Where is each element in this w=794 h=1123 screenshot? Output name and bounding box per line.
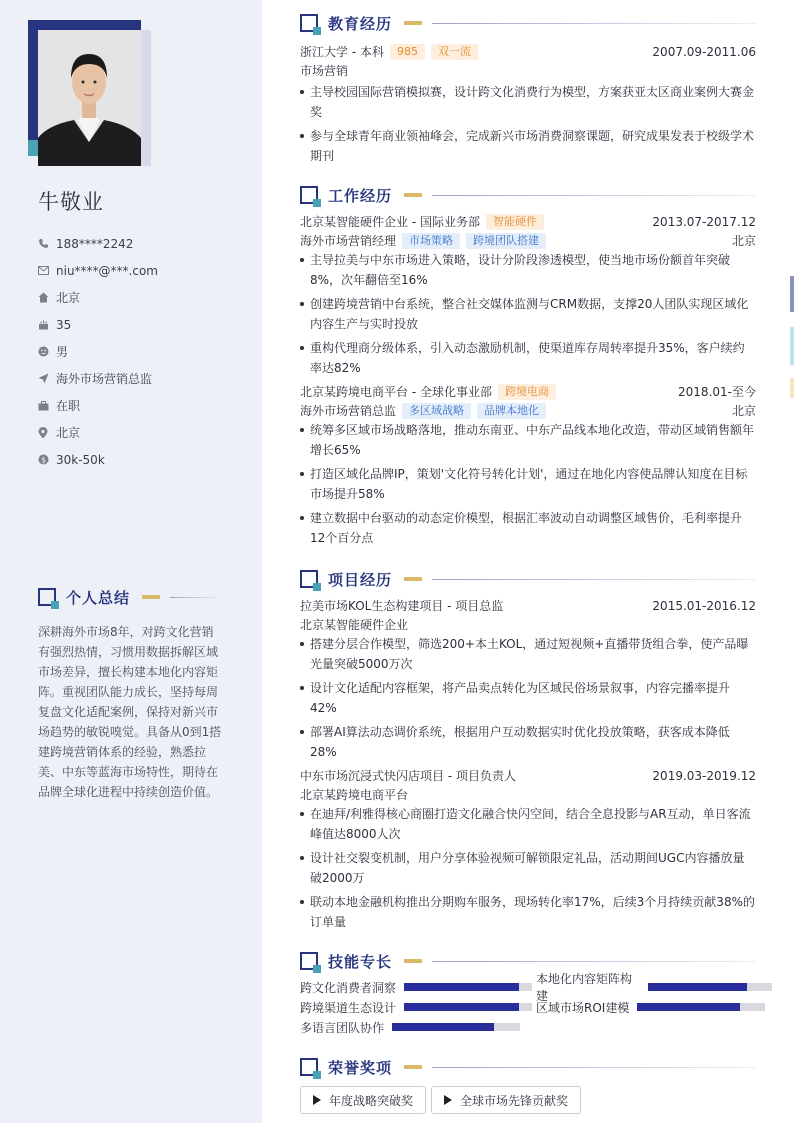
project-org: 北京某跨境电商平台: [300, 788, 409, 802]
age-text: 35: [56, 317, 72, 332]
salary-text: 30k-50k: [56, 452, 105, 467]
summary-header: [38, 586, 224, 608]
position-name: 海外市场营销经理: [300, 234, 397, 248]
projects-header: [300, 568, 756, 590]
list-item: 设计社交裂变机制，用户分享体验视频可解锁限定礼品，活动期间UGC内容播放量破2000万: [300, 848, 756, 888]
company-name: 北京某智能硬件企业 - 国际业务部: [300, 215, 480, 229]
section-divider: [432, 195, 756, 196]
awards-list: [300, 1086, 756, 1114]
svg-text:$: $: [40, 455, 47, 465]
cake-icon: [38, 319, 56, 330]
info-target-position: [38, 365, 248, 392]
sidebar: [0, 0, 262, 1123]
major-row: [300, 61, 756, 80]
skills-grid: [300, 972, 756, 1036]
awards-header: [300, 1056, 756, 1078]
summary-section: [38, 586, 224, 802]
summary-title: 个人总结: [66, 588, 131, 607]
home-icon: [38, 292, 56, 303]
skill-tag: 市场策略: [402, 233, 460, 249]
section-divider: [432, 23, 756, 24]
education-section: [300, 12, 756, 166]
industry-tag: 跨境电商: [498, 384, 556, 400]
project-name: 拉美市场KOL生态构建项目 - 项目总监: [300, 599, 504, 613]
section-square-icon: [300, 186, 318, 204]
skill-item: [536, 998, 772, 1016]
list-item: 建立数据中台驱动的动态定价模型，根据汇率波动自动调整区域售价，毛利率提升12个百分点: [300, 508, 756, 548]
skill-bar-fill: [648, 983, 747, 991]
education-title: 教育经历: [328, 14, 393, 33]
edge-marker: [790, 327, 794, 365]
briefcase-icon: [38, 401, 56, 411]
job-position-row: [300, 231, 756, 250]
section-square-icon: [300, 14, 318, 32]
school-tag: 985: [390, 44, 425, 60]
skill-tag: 品牌本地化: [477, 403, 546, 419]
project-bullets: [300, 634, 756, 762]
mail-icon: [38, 266, 56, 275]
section-square-icon: [300, 952, 318, 970]
section-divider: [432, 579, 756, 580]
position-name: 海外市场营销总监: [300, 404, 397, 418]
project-name: 中东市场沉浸式快闪店项目 - 项目负责人: [300, 769, 516, 783]
job-bullets: [300, 420, 756, 548]
play-icon: [444, 1095, 452, 1105]
skill-tag: 多区域战略: [402, 403, 471, 419]
project-date: 2015.01-2016.12: [652, 598, 756, 613]
info-gender: [38, 338, 248, 365]
info-home: [38, 284, 248, 311]
school-name: 浙江大学 - 本科: [300, 45, 384, 59]
award-label: 全球市场先锋贡献奖: [460, 1093, 569, 1108]
award-badge: [300, 1086, 426, 1114]
section-dash: [404, 1065, 422, 1069]
location-icon: [38, 427, 56, 439]
list-item: 主导校园国际营销模拟赛，设计跨文化消费行为模型，方案获亚太区商业案例大赛金奖: [300, 82, 756, 122]
industry-tag: 智能硬件: [486, 214, 544, 230]
job-city: 北京: [731, 404, 756, 418]
section-divider: [432, 961, 756, 962]
section-square-icon: [300, 570, 318, 588]
skill-name: 本地化内容矩阵构建: [536, 972, 633, 1003]
play-icon: [313, 1095, 321, 1105]
projects-title: 项目经历: [328, 570, 393, 589]
awards-section: [300, 1056, 756, 1114]
projects-section: [300, 568, 756, 932]
work-section: [300, 184, 756, 548]
target-position-text: 海外市场营销总监: [56, 372, 153, 386]
photo-accent: [28, 140, 38, 156]
section-dash: [404, 959, 422, 963]
skill-tag: 跨境团队搭建: [466, 233, 546, 249]
contact-info-list: [38, 230, 248, 473]
job-header-row: [300, 382, 756, 401]
info-status: [38, 392, 248, 419]
section-square-icon: [38, 588, 56, 606]
job-date: 2018.01-至今: [678, 385, 756, 399]
project-org-row: [300, 785, 756, 804]
skill-bar: [637, 1003, 765, 1011]
skill-bar-fill: [404, 983, 519, 991]
section-divider: [432, 1067, 756, 1068]
phone-icon: [38, 238, 56, 249]
skill-name: 区域市场ROI建模: [536, 1000, 630, 1015]
project-header-row: [300, 596, 756, 615]
education-header: [300, 12, 756, 34]
section-dash: [404, 21, 422, 25]
skill-bar: [404, 1003, 532, 1011]
summary-text: 深耕海外市场8年，对跨文化营销有强烈热情，习惯用数据拆解区域市场差异，擅长构建本地化内容矩阵。重视团队能力成长，坚持每周复盘文化适配案例，保持对新兴市场趋势的敏锐嗅觉。具备从0到1搭建跨境营销体系的经验，熟悉拉美、中东等蓝海市场特性，期待在品牌全球化进程中持续创造价值。: [38, 625, 222, 799]
list-item: 主导拉美与中东市场进入策略，设计分阶段渗透模型，使当地市场份额首年突破8%，次年翻倍至16%: [300, 250, 756, 290]
section-divider: [170, 597, 224, 598]
avatar: [38, 30, 141, 166]
salary-icon: [38, 454, 56, 465]
section-square-icon: [300, 1058, 318, 1076]
education-date: 2007.09-2011.06: [652, 44, 756, 59]
section-dash: [404, 193, 422, 197]
job-city: 北京: [731, 234, 756, 248]
skill-item: [536, 972, 772, 1003]
skill-bar-fill: [392, 1023, 494, 1031]
project-org-row: [300, 615, 756, 634]
main-content: [300, 12, 756, 1114]
list-item: 打造区域化品牌IP，策划'文化符号转化计划'，通过在地化内容使品牌认知度在目标市场提升58%: [300, 464, 756, 504]
project-org: 北京某智能硬件企业: [300, 618, 409, 632]
skills-title: 技能专长: [328, 952, 393, 971]
list-item: 在迪拜/利雅得核心商圈打造文化融合快闪空间，结合全息投影与AR互动，单日客流峰值达8000人次: [300, 804, 756, 844]
skill-item: [300, 1018, 536, 1036]
work-header: [300, 184, 756, 206]
skill-bar: [392, 1023, 520, 1031]
info-phone: [38, 230, 248, 257]
skill-bar: [648, 983, 772, 991]
list-item: 创建跨境营销中台系统，整合社交媒体监测与CRM数据，支撑20人团队实现区域化内容生产与实时投放: [300, 294, 756, 334]
skills-header: [300, 950, 756, 972]
info-email: [38, 257, 248, 284]
email-text: niu****@***.com: [56, 263, 158, 278]
list-item: 部署AI算法动态调价系统，根据用户互动数据实时优化投放策略，获客成本降低28%: [300, 722, 756, 762]
info-salary: [38, 446, 248, 473]
list-item: 统筹多区域市场战略落地，推动东南亚、中东产品线本地化改造，带动区域销售额年增长65%: [300, 420, 756, 460]
job-bullets: [300, 250, 756, 378]
edge-marker: [790, 276, 794, 312]
skill-name: 跨文化消费者洞察: [300, 980, 397, 995]
list-item: 设计文化适配内容框架，将产品卖点转化为区域民俗场景叙事，内容完播率提升42%: [300, 678, 756, 718]
info-location: [38, 419, 248, 446]
school-tag: 双一流: [431, 44, 478, 60]
send-icon: [38, 373, 56, 384]
gender-text: 男: [56, 345, 69, 359]
candidate-name: 牛敬业: [38, 190, 104, 214]
award-badge: [431, 1086, 581, 1114]
list-item: 联动本地金融机构推出分期购车服务，现场转化率17%，后续3个月持续贡献38%的订单量: [300, 892, 756, 932]
major-text: 市场营销: [300, 64, 349, 78]
status-text: 在职: [56, 399, 81, 413]
section-dash: [404, 577, 422, 581]
project-bullets: [300, 804, 756, 932]
education-bullets: [300, 82, 756, 166]
job-position-row: [300, 401, 756, 420]
award-label: 年度战略突破奖: [329, 1093, 414, 1108]
skill-bar-fill: [637, 1003, 739, 1011]
skill-name: 跨境渠道生态设计: [300, 1000, 397, 1015]
edge-marker: [790, 378, 794, 398]
gender-icon: [38, 346, 56, 357]
project-header-row: [300, 766, 756, 785]
education-row: [300, 42, 756, 61]
project-date: 2019.03-2019.12: [652, 768, 756, 783]
skill-name: 多语言团队协作: [300, 1020, 385, 1035]
info-age: [38, 311, 248, 338]
list-item: 搭建分层合作模型，筛选200+本土KOL，通过短视频+直播带货组合拳，使产品曝光量突破5000万次: [300, 634, 756, 674]
skill-item: [300, 998, 536, 1016]
list-item: 重构代理商分级体系，引入动态激励机制，使渠道库存周转率提升35%，客户续约率达82%: [300, 338, 756, 378]
skill-item: [300, 978, 536, 996]
job-date: 2013.07-2017.12: [652, 214, 756, 229]
work-title: 工作经历: [328, 186, 393, 205]
skills-section: [300, 950, 756, 1036]
company-name: 北京某跨境电商平台 - 全球化事业部: [300, 385, 492, 399]
job-header-row: [300, 212, 756, 231]
skill-bar: [404, 983, 532, 991]
skill-bar-fill: [404, 1003, 519, 1011]
home-city-text: 北京: [56, 291, 81, 305]
location-text: 北京: [56, 426, 81, 440]
phone-text: 188****2242: [56, 236, 134, 251]
list-item: 参与全球青年商业领袖峰会，完成新兴市场消费洞察课题，研究成果发表于校级学术期刊: [300, 126, 756, 166]
section-dash: [142, 595, 160, 599]
awards-title: 荣誉奖项: [328, 1058, 393, 1077]
